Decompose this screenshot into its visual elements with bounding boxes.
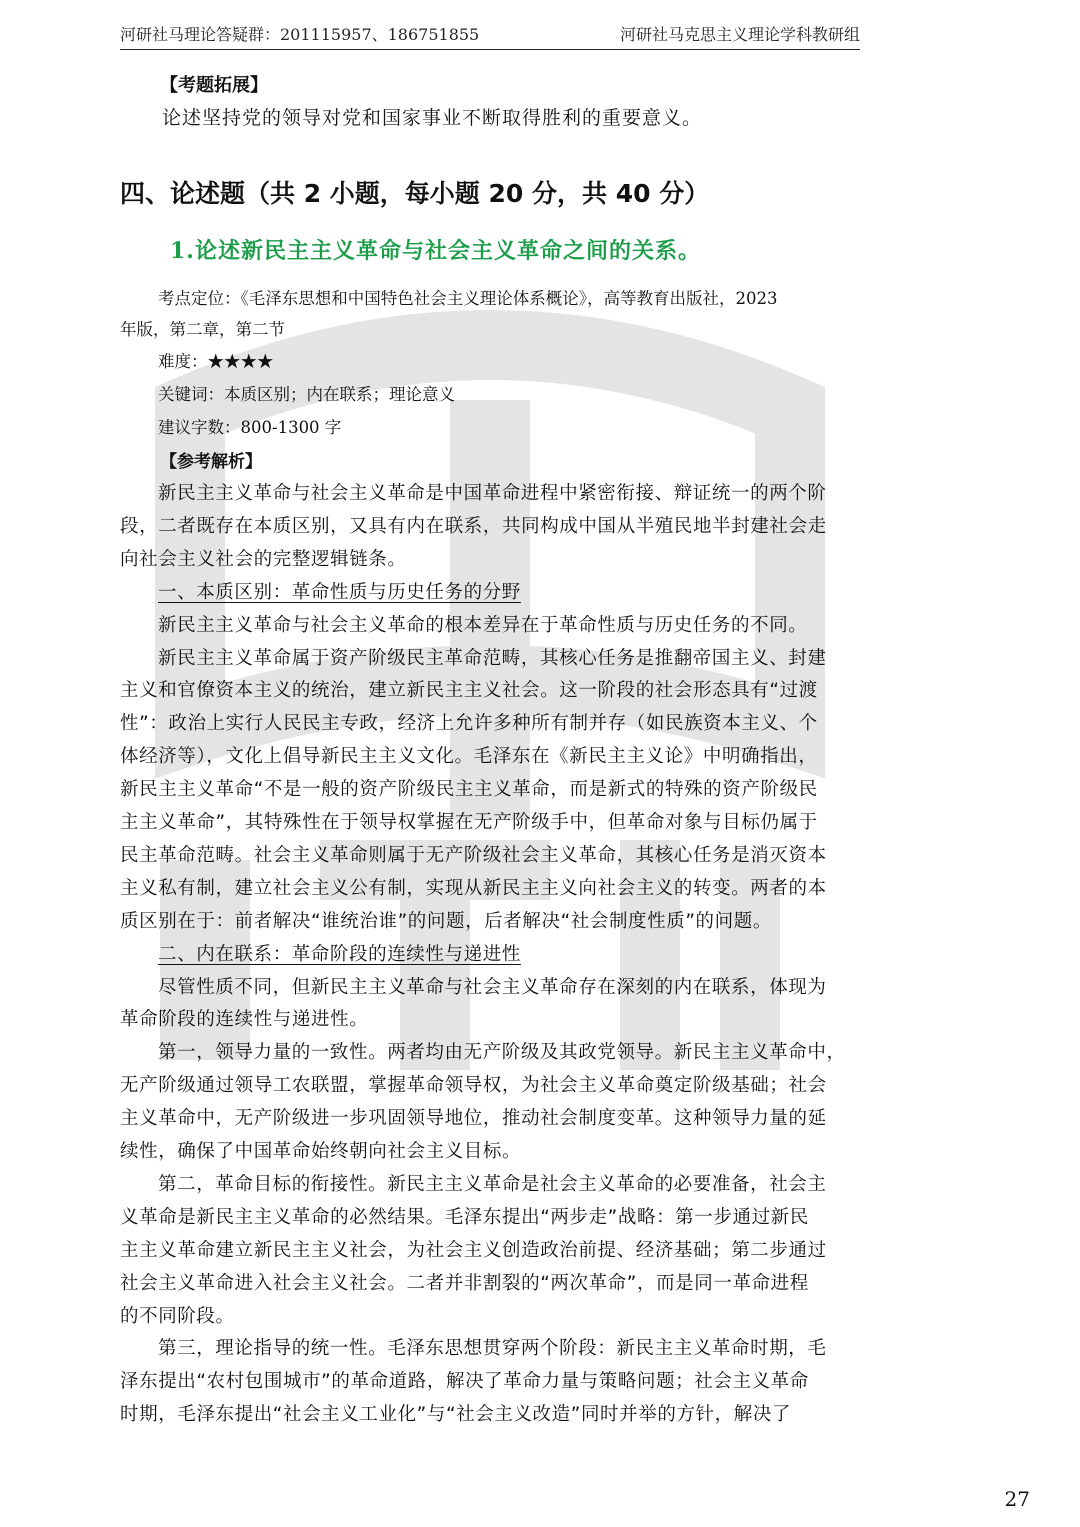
body-line: 主义和官僚资本主义的统治，建立新民主主义社会。这一阶段的社会形态具有“过渡: [120, 680, 818, 702]
body-line: 主义私有制，建立社会主义公有制，实现从新民主主义向社会主义的转变。两者的本: [120, 877, 827, 899]
extension-text: 论述坚持党的领导对党和国家事业不断取得胜利的重要意义。: [162, 107, 703, 129]
section-title: 四、论述题（共 2 小题，每小题 20 分，共 40 分）: [120, 179, 710, 208]
body-line: 新民主主义革命与社会主义革命的根本差异在于革命性质与历史任务的不同。: [158, 614, 808, 636]
body-line: 第二，革命目标的衔接性。新民主主义革命是社会主义革命的必要准备，社会主: [158, 1173, 827, 1195]
question-title: 1.论述新民主主义革命与社会主义革命之间的关系。: [170, 238, 701, 264]
body-line: 新民主主义革命“不是一般的资产阶级民主主义革命，而是新式的特殊的资产阶级民: [120, 779, 818, 801]
body-line: 时期，毛泽东提出“社会主义工业化”与“社会主义改造”同时并举的方针，解决了: [120, 1404, 792, 1426]
body-line: 向社会主义社会的完整逻辑链条。: [120, 548, 407, 570]
subheading-line: 一、本质区别：革命性质与历史任务的分野: [158, 581, 521, 603]
body-line: 义革命是新民主主义革命的必然结果。毛泽东提出“两步走”战略：第一步通过新民: [120, 1206, 809, 1228]
body-line: 新民主主义革命与社会主义革命是中国革命进程中紧密衔接、辩证统一的两个阶: [158, 483, 827, 504]
body-line: 主主义革命建立新民主主义社会，为社会主义创造政治前提、经济基础；第二步通过: [120, 1239, 827, 1261]
difficulty: 难度：★★★★: [158, 352, 274, 371]
body-line: 第一，领导力量的一致性。两者均由无产阶级及其政党领导。新民主主义革命中，: [158, 1042, 846, 1064]
body-line: 性”：政治上实行人民民主专政，经济上允许多种所有制并存（如民族资本主义、个: [120, 713, 818, 735]
header-left: 河研社马理论答疑群：201115957、186751855: [120, 25, 480, 44]
subheading-line: 二、内在联系：革命阶段的连续性与递进性: [158, 943, 521, 965]
page-number: 27: [1004, 1487, 1030, 1511]
body-line: 社会主义革命进入社会主义社会。二者并非割裂的“两次革命”，而是同一革命进程: [120, 1272, 809, 1294]
body-line: 段，二者既存在本质区别，又具有内在联系，共同构成中国从半殖民地半封建社会走: [120, 515, 827, 537]
word-count: 建议字数：800-1300 字: [158, 418, 342, 437]
location-line-1: 考点定位：《毛泽东思想和中国特色社会主义理论体系概论》，高等教育出版社，2023: [158, 289, 778, 308]
body-line: 尽管性质不同，但新民主主义革命与社会主义革命存在深刻的内在联系，体现为: [158, 976, 827, 998]
body-line: 革命阶段的连续性与递进性。: [120, 1009, 369, 1031]
body-line: 无产阶级通过领导工农联盟，掌握革命领导权，为社会主义革命奠定阶级基础；社会: [120, 1075, 827, 1097]
body-line: 主主义革命”，其特殊性在于领导权掌握在无产阶级手中，但革命对象与目标仍属于: [120, 812, 818, 833]
body-line: 第三，理论指导的统一性。毛泽东思想贯穿两个阶段：新民主主义革命时期，毛: [158, 1338, 827, 1360]
analysis-heading: 【参考解析】: [160, 452, 262, 472]
body-line: 续性，确保了中国革命始终朝向社会主义目标。: [120, 1141, 522, 1162]
body-line: 民主革命范畴。社会主义革命则属于无产阶级社会主义革命，其核心任务是消灭资本: [120, 844, 827, 866]
extension-heading: 【考题拓展】: [160, 75, 268, 96]
body-line: 新民主主义革命属于资产阶级民主革命范畴，其核心任务是推翻帝国主义、封建: [158, 647, 827, 669]
location-line-2: 年版，第二章，第二节: [120, 320, 285, 339]
keywords: 关键词：本质区别；内在联系；理论意义: [158, 385, 455, 404]
body-line: 泽东提出“农村包围城市”的革命道路，解决了革命力量与策略问题；社会主义革命: [120, 1371, 809, 1393]
body-line: 质区别在于：前者解决“谁统治谁”的问题，后者解决“社会制度性质”的问题。: [120, 910, 772, 932]
page-header: [120, 16, 860, 50]
body-line: 的不同阶段。: [120, 1305, 235, 1327]
body-line: 体经济等），文化上倡导新民主主义文化。毛泽东在《新民主主义论》中明确指出，: [120, 746, 818, 768]
body-line: 主义革命中，无产阶级进一步巩固领导地位，推动社会制度变革。这种领导力量的延: [120, 1108, 827, 1130]
header-right: 河研社马克思主义理论学科教研组: [619, 25, 860, 44]
